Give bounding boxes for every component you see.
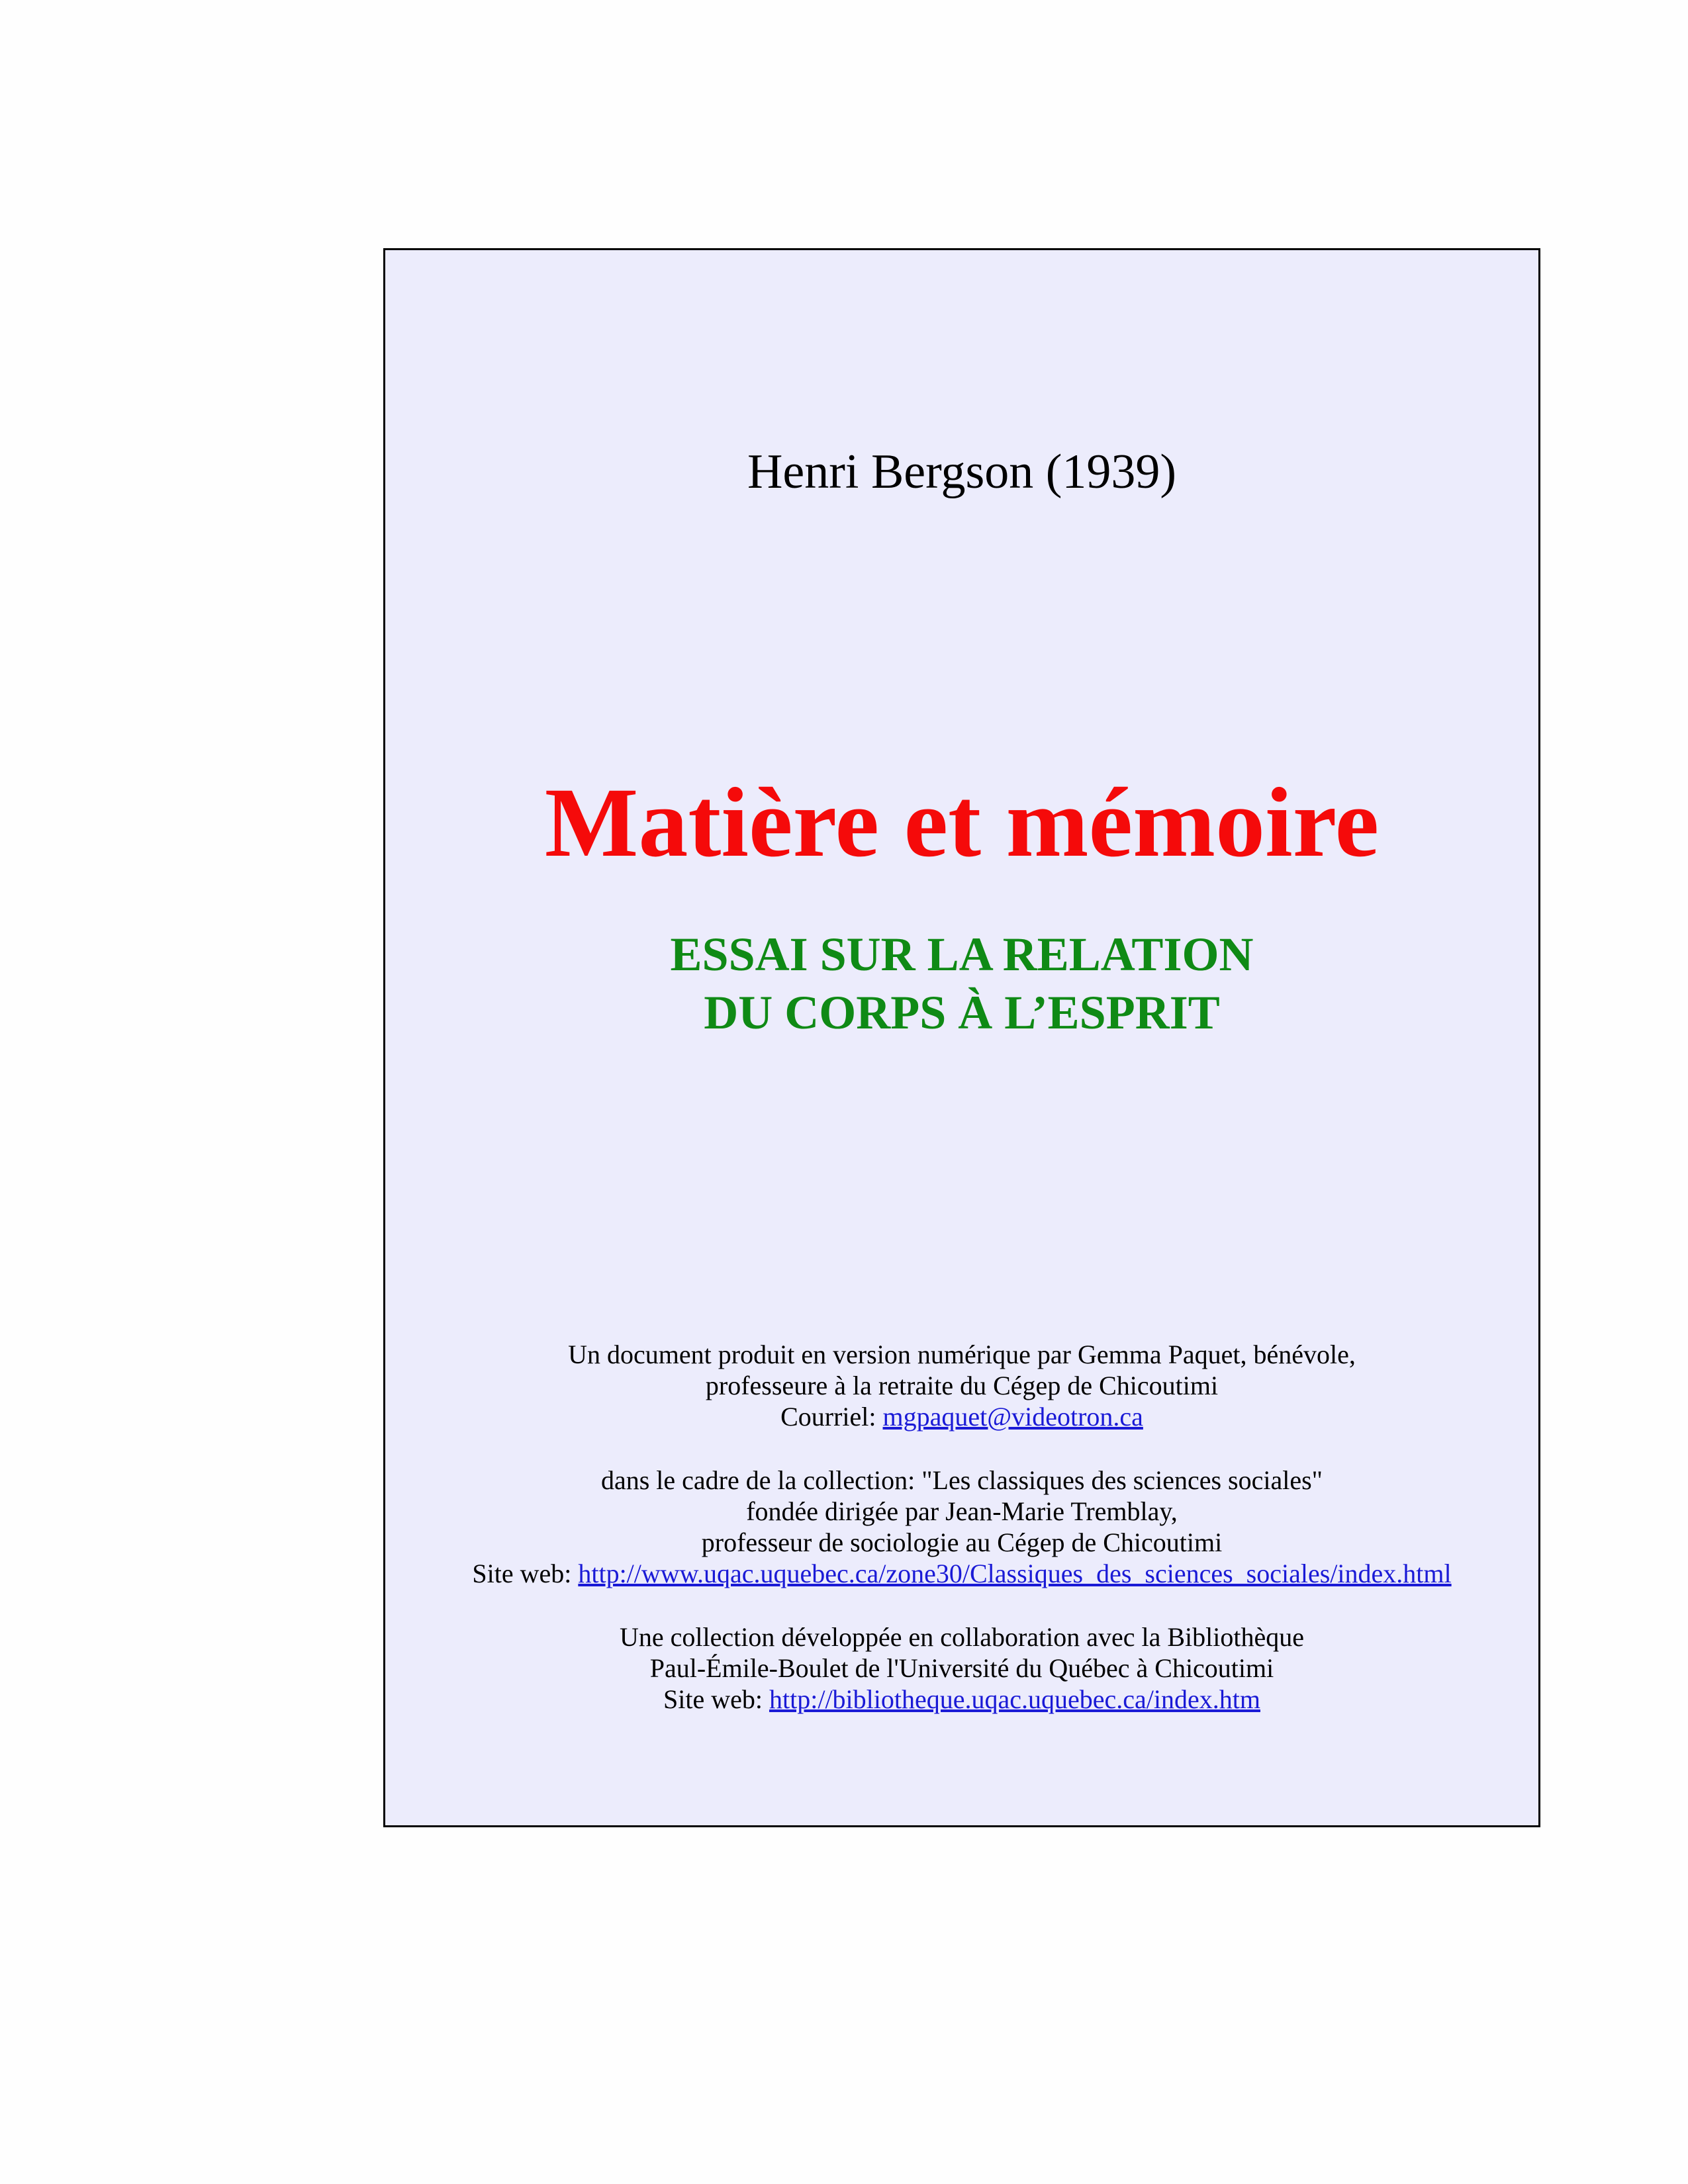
library-site-label: Site web:: [663, 1684, 769, 1714]
credit-founder-line: fondée dirigée par Jean-Marie Tremblay,: [746, 1496, 1178, 1526]
credit-producer-affiliation: professeure à la retraite du Cégep de Chicoutimi: [705, 1371, 1219, 1400]
credit-collection-line: dans le cadre de la collection: "Les classiques des sciences sociales": [600, 1465, 1323, 1495]
library-site-link[interactable]: http://bibliotheque.uqac.uquebec.ca/index.htm: [769, 1684, 1260, 1714]
credit-founder-affiliation: professeur de sociologie au Cégep de Chicoutimi: [701, 1527, 1223, 1557]
email-label: Courriel:: [780, 1402, 883, 1432]
credit-collection-site-line: [385, 1558, 1538, 1590]
cover-frame: [383, 248, 1540, 1827]
email-link[interactable]: mgpaquet@videotron.ca: [882, 1402, 1143, 1432]
credit-library-name: Paul-Émile-Boulet de l'Université du Québec à Chicoutimi: [649, 1653, 1274, 1683]
credit-email-line: [385, 1401, 1538, 1433]
subtitle-line-2: DU CORPS À L’ESPRIT: [704, 986, 1220, 1039]
credit-library-site-line: [385, 1684, 1538, 1715]
collection-site-label: Site web:: [472, 1559, 579, 1588]
author-line: Henri Bergson (1939): [747, 445, 1177, 499]
subtitle-line-1: ESSAI SUR LA RELATION: [670, 928, 1254, 981]
credit-library-line: Une collection développée en collaboration avec la Bibliothèque: [619, 1622, 1305, 1652]
collection-site-link[interactable]: http://www.uqac.uquebec.ca/zone30/Classiques_des_sciences_sociales/index.html: [578, 1559, 1452, 1588]
credit-producer-line: Un document produit en version numérique par Gemma Paquet, bénévole,: [568, 1340, 1356, 1369]
book-title: Matière et mémoire: [544, 768, 1380, 878]
